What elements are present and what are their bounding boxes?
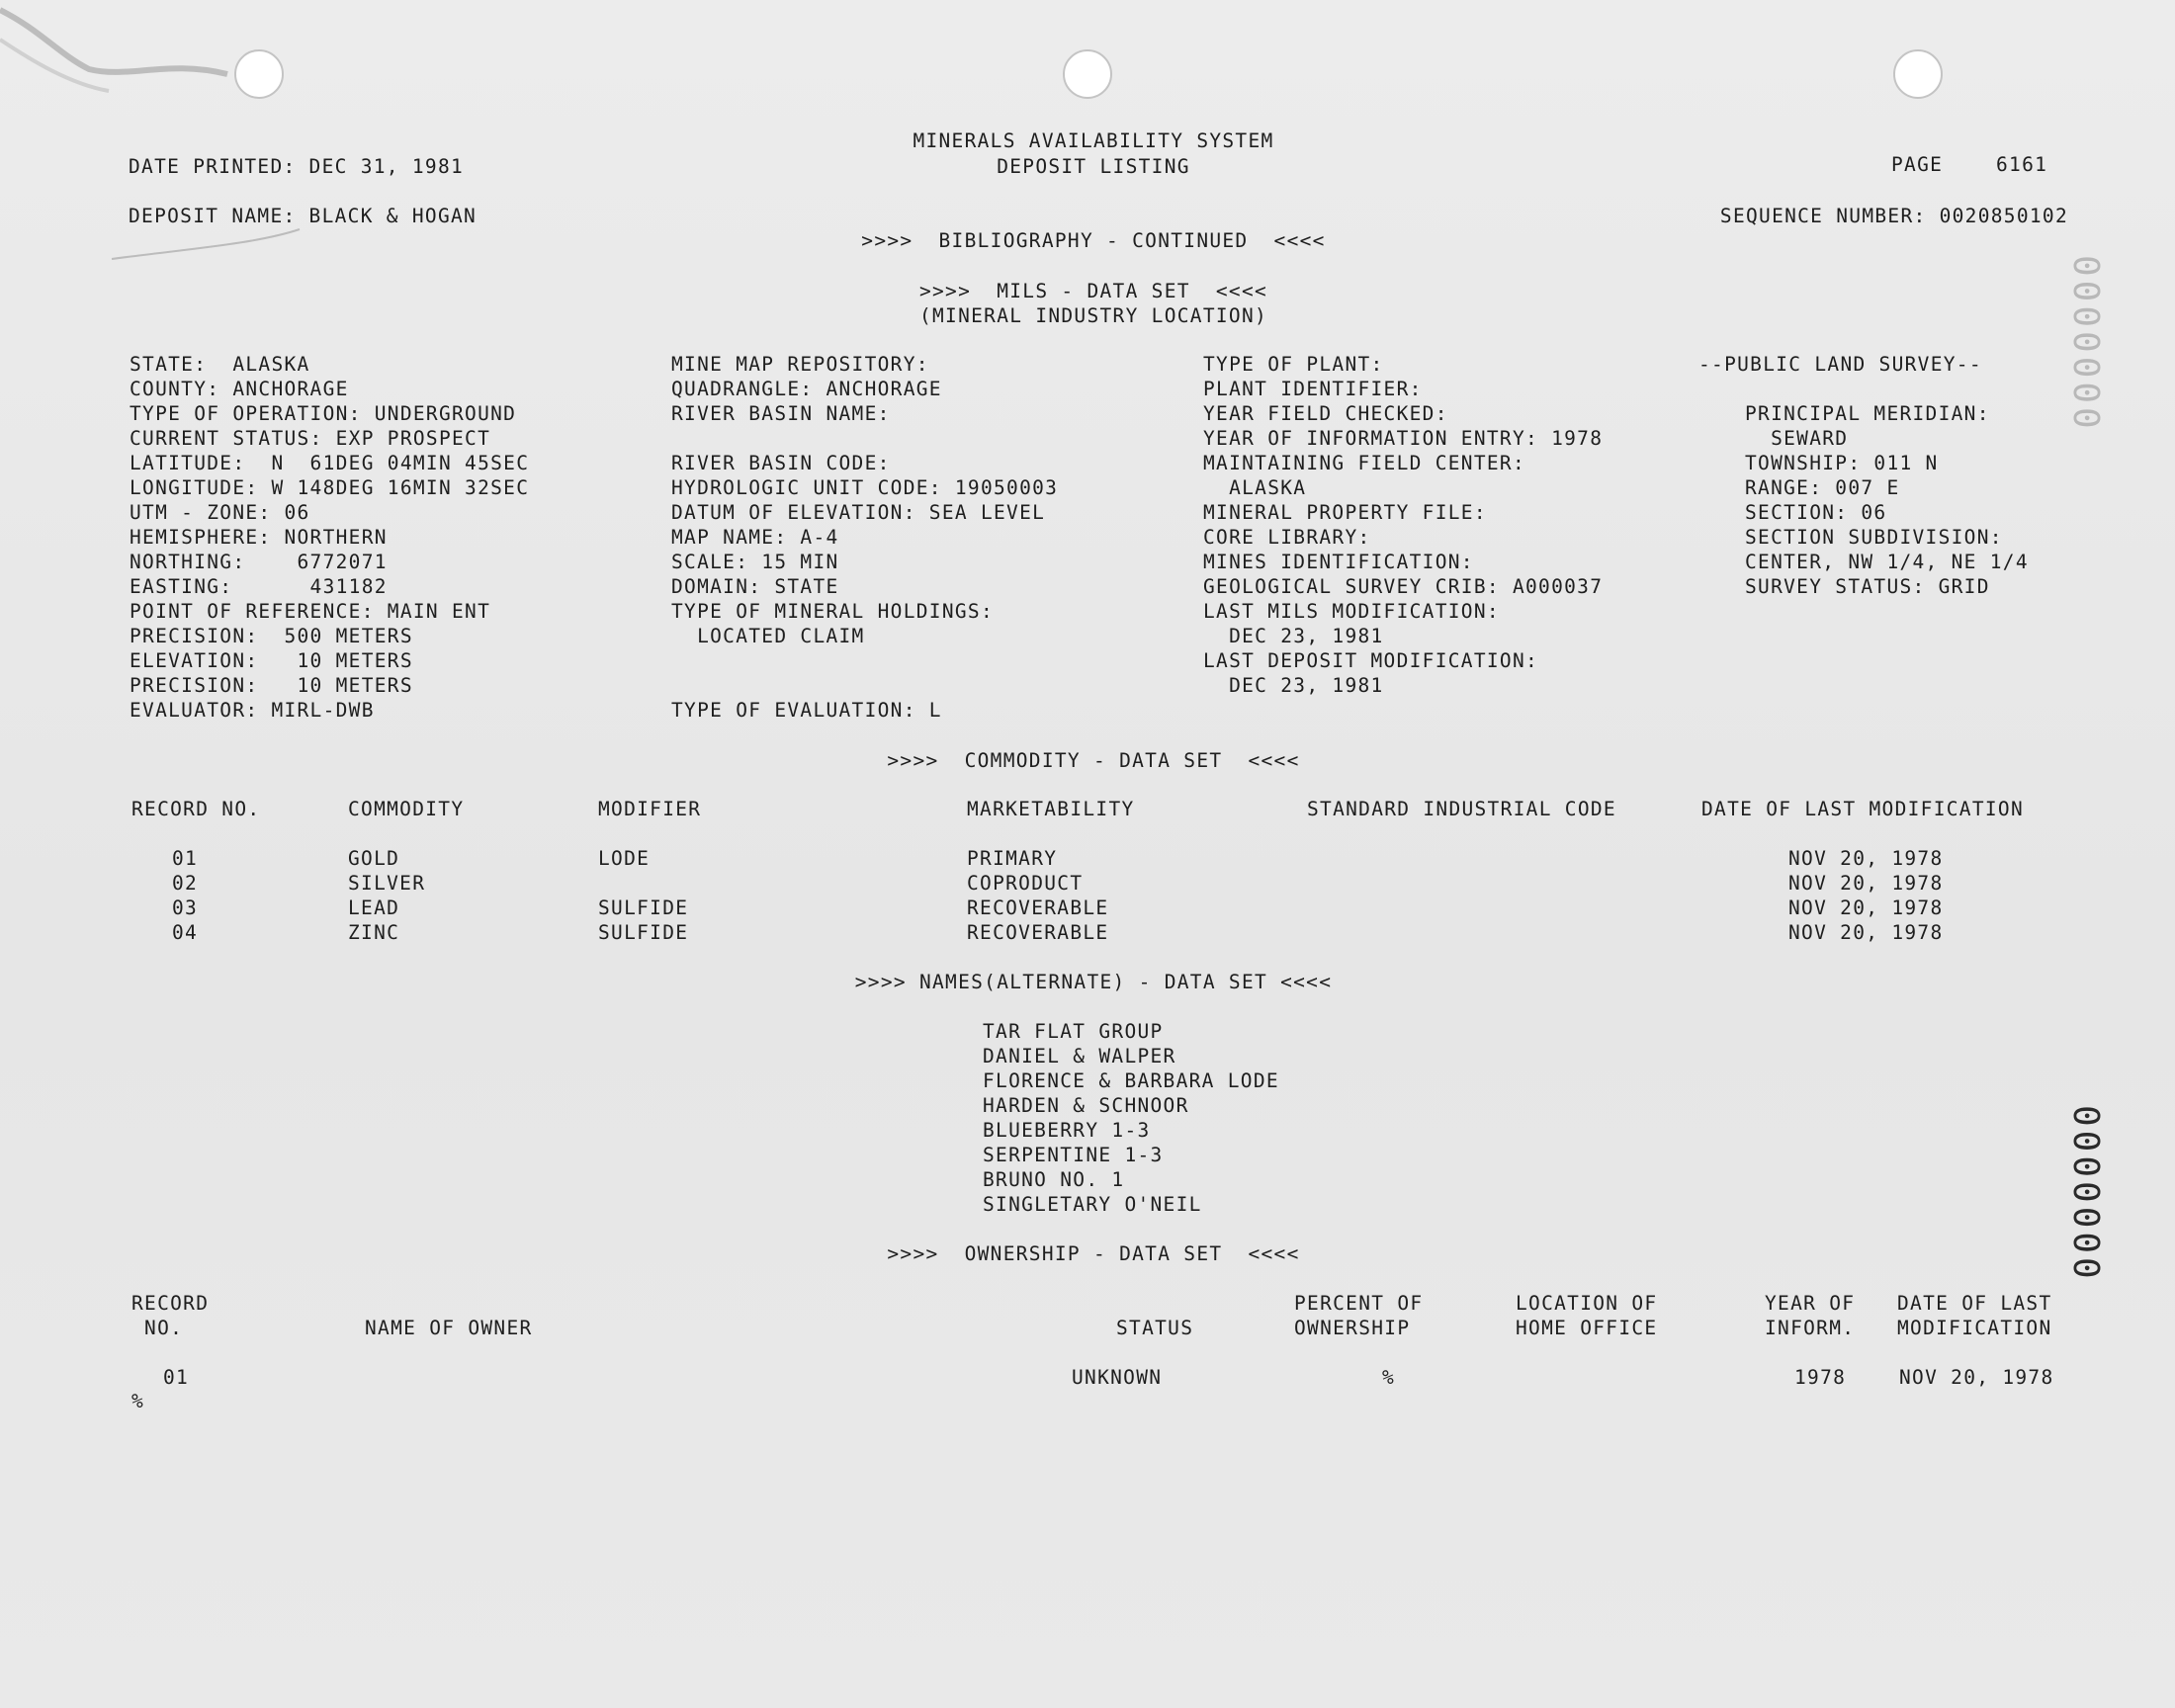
own-header-inform: INFORM. — [1765, 1317, 1856, 1339]
table-cell: COPRODUCT — [967, 872, 1084, 895]
deposit-name: DEPOSIT NAME: BLACK & HOGAN — [129, 205, 478, 227]
mils-field: COUNTY: ANCHORAGE — [130, 378, 349, 400]
mils-field: ALASKA — [1203, 476, 1307, 499]
commodity-banner: >>>> COMMODITY - DATA SET <<<< — [887, 749, 1300, 772]
own-header-name: NAME OF OWNER — [365, 1317, 533, 1339]
col-header-record-no: RECORD NO. — [131, 798, 261, 820]
own-header-ownership: OWNERSHIP — [1294, 1317, 1411, 1339]
col-header-sic: STANDARD INDUSTRIAL CODE — [1307, 798, 1616, 820]
own-header-status: STATUS — [1116, 1317, 1194, 1339]
binder-hole-center — [1063, 49, 1112, 99]
own-row-date: NOV 20, 1978 — [1899, 1366, 2054, 1389]
mils-field: CENTER, NW 1/4, NE 1/4 — [1745, 551, 2029, 573]
mils-field: LAST MILS MODIFICATION: — [1203, 600, 1500, 623]
own-header-date: DATE OF LAST — [1897, 1292, 2052, 1315]
binder-hole-right — [1893, 49, 1943, 99]
table-cell: NOV 20, 1978 — [1788, 872, 1944, 895]
mils-field: STATE: ALASKA — [130, 353, 310, 376]
mils-field: TYPE OF MINERAL HOLDINGS: — [671, 600, 994, 623]
table-cell: RECOVERABLE — [967, 921, 1109, 944]
mils-field: PLANT IDENTIFIER: — [1203, 378, 1423, 400]
page-number: 6161 — [1996, 153, 2048, 176]
mils-field: MAINTAINING FIELD CENTER: — [1203, 452, 1525, 474]
sequence-number: SEQUENCE NUMBER: 0020850102 — [1719, 205, 2068, 227]
mils-field: TYPE OF EVALUATION: L — [671, 699, 942, 722]
plss-title: --PUBLIC LAND SURVEY-- — [1698, 353, 1982, 376]
mils-field: DATUM OF ELEVATION: SEA LEVEL — [671, 501, 1046, 524]
margin-stamp: 0000000 — [2065, 1105, 2106, 1283]
table-cell: 01 — [172, 847, 199, 870]
table-cell: 03 — [172, 897, 199, 919]
mils-field: SECTION: 06 — [1745, 501, 1887, 524]
mils-field: TYPE OF OPERATION: UNDERGROUND — [130, 402, 517, 425]
page-label: PAGE — [1891, 153, 1944, 176]
table-cell: 04 — [172, 921, 199, 944]
mils-field: SCALE: 15 MIN — [671, 551, 839, 573]
mils-field: UTM - ZONE: 06 — [130, 501, 310, 524]
table-cell: GOLD — [348, 847, 400, 870]
mils-field: DOMAIN: STATE — [671, 575, 839, 598]
list-item: FLORENCE & BARBARA LODE — [983, 1069, 1279, 1092]
mils-banner: >>>> MILS - DATA SET <<<< — [918, 280, 1268, 302]
mils-field: EVALUATOR: MIRL-DWB — [130, 699, 375, 722]
col-header-commodity: COMMODITY — [348, 798, 465, 820]
mils-field: LAST DEPOSIT MODIFICATION: — [1203, 649, 1539, 672]
mils-field: TOWNSHIP: 011 N — [1745, 452, 1939, 474]
names-banner: >>>> NAMES(ALTERNATE) - DATA SET <<<< — [854, 971, 1333, 993]
mils-subtitle: (MINERAL INDUSTRY LOCATION) — [918, 304, 1268, 327]
table-cell: SULFIDE — [598, 921, 689, 944]
table-cell: RECOVERABLE — [967, 897, 1109, 919]
mils-field: RIVER BASIN CODE: — [671, 452, 891, 474]
bibliography-banner: >>>> BIBLIOGRAPHY - CONTINUED <<<< — [861, 229, 1326, 252]
date-printed: DATE PRINTED: DEC 31, 1981 — [129, 155, 465, 178]
mils-field: CURRENT STATUS: EXP PROSPECT — [130, 427, 491, 450]
mils-field: SURVEY STATUS: GRID — [1745, 575, 1990, 598]
mils-field: MINE MAP REPOSITORY: — [671, 353, 929, 376]
mils-field: ELEVATION: 10 METERS — [130, 649, 413, 672]
table-cell: ZINC — [348, 921, 400, 944]
mils-field: POINT OF REFERENCE: MAIN ENT — [130, 600, 491, 623]
mils-field: PRECISION: 10 METERS — [130, 674, 413, 697]
mils-field: MINERAL PROPERTY FILE: — [1203, 501, 1487, 524]
table-cell: PRIMARY — [967, 847, 1058, 870]
mils-field: CORE LIBRARY: — [1203, 526, 1371, 549]
mils-field: SECTION SUBDIVISION: — [1745, 526, 2003, 549]
list-item: BRUNO NO. 1 — [983, 1168, 1125, 1191]
mils-field: GEOLOGICAL SURVEY CRIB: A000037 — [1203, 575, 1604, 598]
list-item: HARDEN & SCHNOOR — [983, 1094, 1189, 1117]
mils-field: QUADRANGLE: ANCHORAGE — [671, 378, 942, 400]
list-item: BLUEBERRY 1-3 — [983, 1119, 1151, 1142]
own-footnote: % — [131, 1390, 145, 1412]
list-item: TAR FLAT GROUP — [983, 1020, 1164, 1043]
mils-field: SEWARD — [1745, 427, 1849, 450]
own-header-year: YEAR OF — [1765, 1292, 1856, 1315]
mils-field: RIVER BASIN NAME: — [671, 402, 891, 425]
table-cell: SILVER — [348, 872, 426, 895]
list-item: SERPENTINE 1-3 — [983, 1144, 1164, 1166]
mils-field: HEMISPHERE: NORTHERN — [130, 526, 388, 549]
col-header-last-modification: DATE OF LAST MODIFICATION — [1701, 798, 2024, 820]
mils-field: EASTING: 431182 — [130, 575, 388, 598]
margin-stamp-faint: 0000000 — [2065, 255, 2106, 433]
mils-field: LONGITUDE: W 148DEG 16MIN 32SEC — [130, 476, 530, 499]
mils-field: YEAR FIELD CHECKED: — [1203, 402, 1448, 425]
table-cell: SULFIDE — [598, 897, 689, 919]
mils-field: TYPE OF PLANT: — [1203, 353, 1384, 376]
own-row-status: UNKNOWN — [1072, 1366, 1163, 1389]
col-header-modifier: MODIFIER — [598, 798, 702, 820]
mils-field: DEC 23, 1981 — [1203, 625, 1384, 647]
col-header-marketability: MARKETABILITY — [967, 798, 1135, 820]
system-title: MINERALS AVAILABILITY SYSTEM — [913, 129, 1274, 152]
mils-field: NORTHING: 6772071 — [130, 551, 388, 573]
own-header-record-no: NO. — [131, 1317, 184, 1339]
pencil-mark — [107, 219, 324, 279]
own-header-modification: MODIFICATION — [1897, 1317, 2052, 1339]
table-cell: 02 — [172, 872, 199, 895]
list-item: DANIEL & WALPER — [983, 1045, 1176, 1068]
table-cell: LEAD — [348, 897, 400, 919]
mils-field: PRINCIPAL MERIDIAN: — [1745, 402, 1990, 425]
mils-field: PRECISION: 500 METERS — [130, 625, 413, 647]
own-header-percent: PERCENT OF — [1294, 1292, 1424, 1315]
own-header-location: LOCATION OF — [1516, 1292, 1658, 1315]
mils-field: RANGE: 007 E — [1745, 476, 1900, 499]
own-row-percent: % — [1382, 1366, 1396, 1389]
mils-field: LOCATED CLAIM — [671, 625, 865, 647]
own-header-home-office: HOME OFFICE — [1516, 1317, 1658, 1339]
mils-field: YEAR OF INFORMATION ENTRY: 1978 — [1203, 427, 1604, 450]
torn-corner-mark — [0, 0, 257, 109]
own-header-record: RECORD — [131, 1292, 210, 1315]
table-cell: NOV 20, 1978 — [1788, 897, 1944, 919]
own-row-record: 01 — [163, 1366, 190, 1389]
mils-field: DEC 23, 1981 — [1203, 674, 1384, 697]
mils-field: MAP NAME: A-4 — [671, 526, 839, 549]
table-cell: NOV 20, 1978 — [1788, 921, 1944, 944]
list-item: SINGLETARY O'NEIL — [983, 1193, 1202, 1216]
table-cell: LODE — [598, 847, 651, 870]
own-row-year: 1978 — [1794, 1366, 1847, 1389]
mils-field: LATITUDE: N 61DEG 04MIN 45SEC — [130, 452, 530, 474]
ownership-banner: >>>> OWNERSHIP - DATA SET <<<< — [887, 1242, 1300, 1265]
mils-field: HYDROLOGIC UNIT CODE: 19050003 — [671, 476, 1059, 499]
listing-title: DEPOSIT LISTING — [997, 155, 1190, 178]
table-cell: NOV 20, 1978 — [1788, 847, 1944, 870]
mils-field: MINES IDENTIFICATION: — [1203, 551, 1474, 573]
